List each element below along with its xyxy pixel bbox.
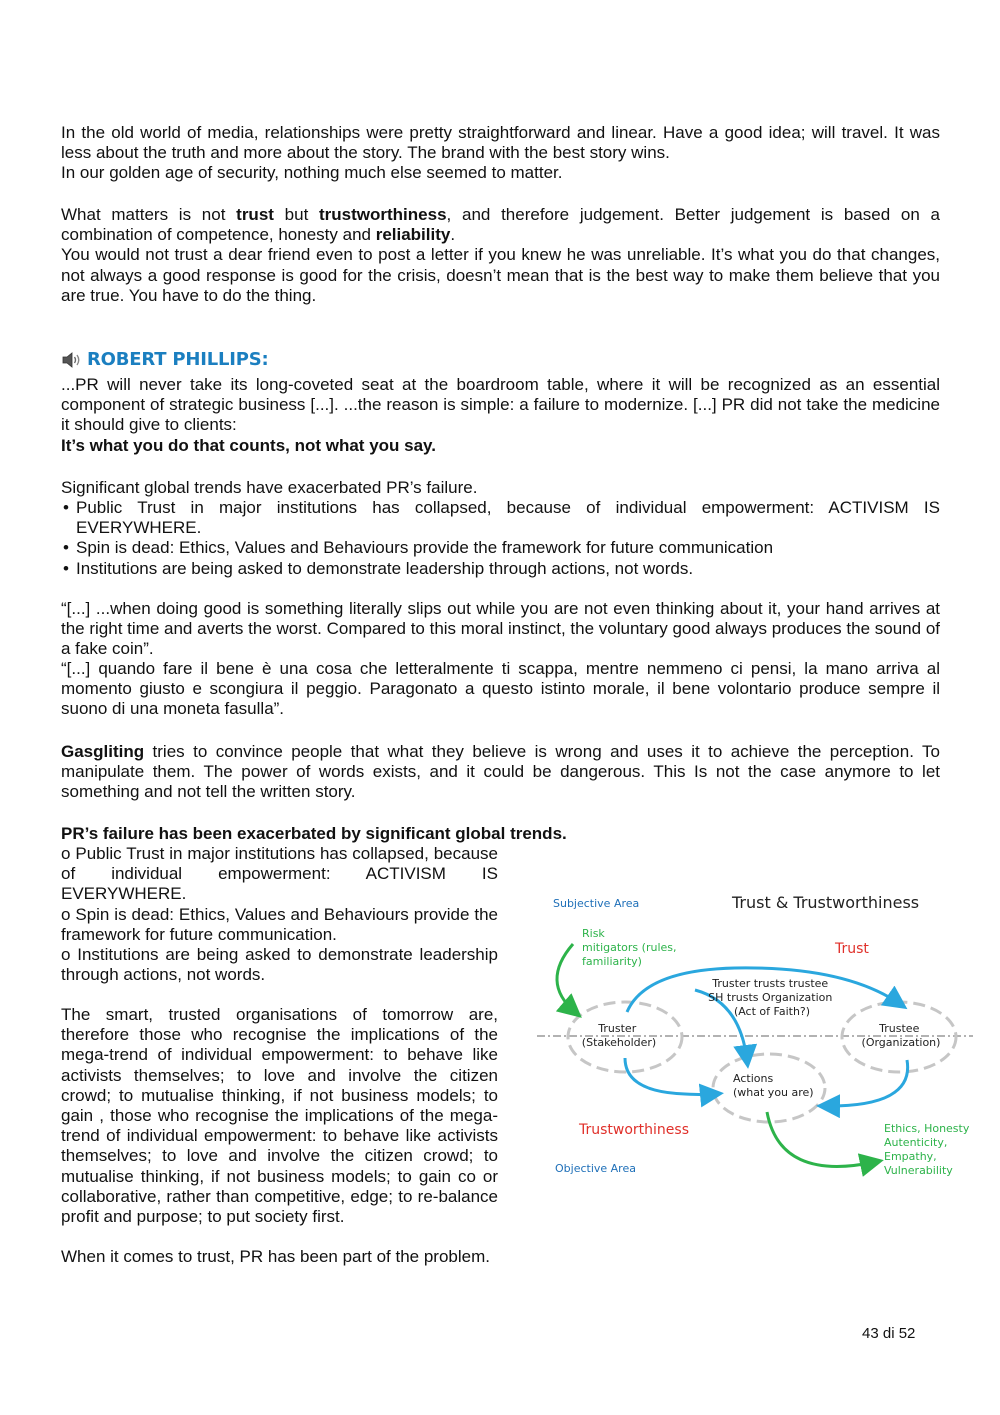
list-item: • Public Trust in major institutions has collapsed, because of individual empowerment: ACTIVISM IS EVERYWHERE.	[61, 498, 940, 538]
svg-text:Trustee (Organization)	[862, 1022, 941, 1049]
actions-label: Actions	[733, 1072, 774, 1085]
closing-line: When it comes to trust, PR has been part of the problem.	[61, 1247, 490, 1266]
risk-label-3: familiarity)	[582, 955, 642, 968]
trust-label: Trust	[835, 941, 869, 957]
ethics-label-4: Vulnerability	[884, 1164, 953, 1177]
quote-english: “[...] ...when doing good is something literally slips out while you are not even thinking about it, your hand arrives at the right time and averts the worst. Compared to this moral instinct, the voluntary good always produces the sound of a fake coin”.	[61, 599, 940, 659]
trust-diagram	[535, 882, 975, 1192]
trustee-sublabel: (Organization)	[861, 1036, 941, 1049]
truster-sublabel: (Stakeholder)	[581, 1036, 657, 1049]
risk-arrow	[557, 944, 575, 1012]
list-item: • Spin is dead: Ethics, Values and Behaviours provide the framework for future communication	[61, 538, 940, 558]
term-trustworthiness: trustworthiness	[319, 205, 447, 224]
term-trust: trust	[236, 205, 274, 224]
intro-text-2b: but	[273, 205, 320, 224]
intro-text-2c: , and therefore judgement. Better judgement is based on a combination of competence, honesty and	[61, 205, 940, 245]
list-item: o Institutions are being asked to demonstrate leadership through actions, not words.	[61, 945, 498, 985]
ethics-label-1: Ethics, Honesty	[884, 1122, 970, 1135]
subjective-area-label: Subjective Area	[553, 897, 640, 910]
risk-label-1: Risk	[582, 927, 605, 940]
center-label-2: SH trusts Organization	[708, 991, 833, 1004]
gaslighting-text: tries to convince people that what they believe is wrong and uses it to achieve the perception. To manipulate them. The power of words exists, and it could be dangerous. This Is not the case anymore to let something and not tell the written story.	[61, 742, 940, 802]
objective-area-label: Objective Area	[555, 1162, 636, 1175]
gaslighting-paragraph	[61, 742, 940, 803]
svg-text:Truster (Stakeholder)	[582, 1022, 656, 1049]
intro-text-1a: In the old world of media, relationships were pretty straightforward and linear. Have a good idea; will travel. It was less about the truth and more about the story. The brand with the best story wins.	[61, 123, 940, 163]
phillips-heading-text: ROBERT PHILLIPS:	[87, 349, 269, 370]
trends-list	[61, 498, 940, 579]
svg-text:Risk mitigators (rules,	[582, 927, 680, 968]
page-number: 43 di 52	[862, 1325, 916, 1342]
failure-heading-text: PR’s failure has been exacerbated by significant global trends.	[61, 824, 567, 843]
intro-text-2d: .	[450, 225, 456, 245]
diagram-title: Trust & Trustworthiness	[732, 893, 920, 912]
quote-italian: “[...] quando fare il bene è una cosa che letteralmente ti scappa, mentre nemmeno ci pensi, la mano arriva al momento giusto e scongiura il peggio. Paragonato a questo istinto morale, il bene volontario produce sempre il suono di una moneta fasulla”.	[61, 659, 940, 719]
center-label-1: Truster trusts trustee	[712, 977, 829, 990]
term-reliability: reliability	[375, 225, 451, 245]
trustworthiness-label: Trustworthiness	[579, 1122, 690, 1138]
truster-to-actions-lower-arrow	[625, 1058, 715, 1095]
phillips-bold-line: It’s what you do that counts, not what you say.	[61, 435, 436, 455]
ethics-label-3: Empathy,	[884, 1150, 937, 1163]
failure-heading	[61, 824, 940, 844]
trustee-label: Trustee	[879, 1022, 920, 1035]
risk-label-2: mitigators (rules,	[582, 941, 677, 954]
trustee-to-actions-arrow	[825, 1060, 908, 1106]
section-heading-phillips	[61, 349, 269, 370]
actions-sublabel: (what you are)	[733, 1086, 814, 1099]
center-label-3: (Act of Faith?)	[733, 1005, 811, 1018]
failure-items	[61, 844, 498, 985]
intro-paragraph-2	[61, 205, 940, 306]
intro-paragraph-1	[61, 123, 940, 184]
phillips-quote-text: ...PR will never take its long-coveted seat at the boardroom table, where it will be recognized as an essential component of strategic business [...]. ...the reason is simple: a failure to modernize. [...] PR did not take the medicine it should give to clients:	[61, 375, 940, 435]
list-item: • Institutions are being asked to demonstrate leadership through actions, not words.	[61, 559, 940, 579]
smart-organisations-paragraph: The smart, trusted organisations of tomorrow are, therefore those who recognise the implications of the mega-trend of individual empowerment: to behave like activists themselves; to love and involve the citizen crowd; to mutualise thinking, if not business models; to gain , those who recognise the implications of the mega-trend of individual empowerment: to behave like activists themselves; to love and involve the citizen crowd; to mutualise thinking, if not business models; to gain co or collaborative, rather than competitive, edge; to re-balance profit and purpose; to put society first.	[61, 1005, 498, 1227]
ethics-label-2: Autenticity,	[884, 1136, 948, 1149]
svg-text:Ethics, Honesty Autenticit	[884, 1122, 973, 1177]
speaker-icon	[61, 351, 83, 369]
trends-intro: Significant global trends have exacerbated PR’s failure.	[61, 478, 478, 497]
term-gaslighting: Gasgliting	[61, 742, 145, 761]
list-item: o Public Trust in major institutions has collapsed, because of individual empowerment: ACTIVISM IS EVERYWHERE.	[61, 844, 498, 904]
phillips-quote	[61, 375, 940, 456]
svg-text:Actions (what you are)	[733, 1072, 814, 1099]
intro-text-2a: What matters is not	[61, 205, 237, 224]
intro-text-1b: In our golden age of security, nothing much else seemed to matter.	[61, 163, 563, 183]
truster-label: Truster	[598, 1022, 637, 1035]
intro-text-3: You would not trust a dear friend even to post a letter if you knew he was unreliable. It’s what you do that changes, not always a good response is good for the crisis, doesn’t mean that is the best way to make them believe that you are true. You have to do the thing.	[61, 245, 940, 305]
list-item: o Spin is dead: Ethics, Values and Behaviours provide the framework for future communication.	[61, 904, 498, 944]
